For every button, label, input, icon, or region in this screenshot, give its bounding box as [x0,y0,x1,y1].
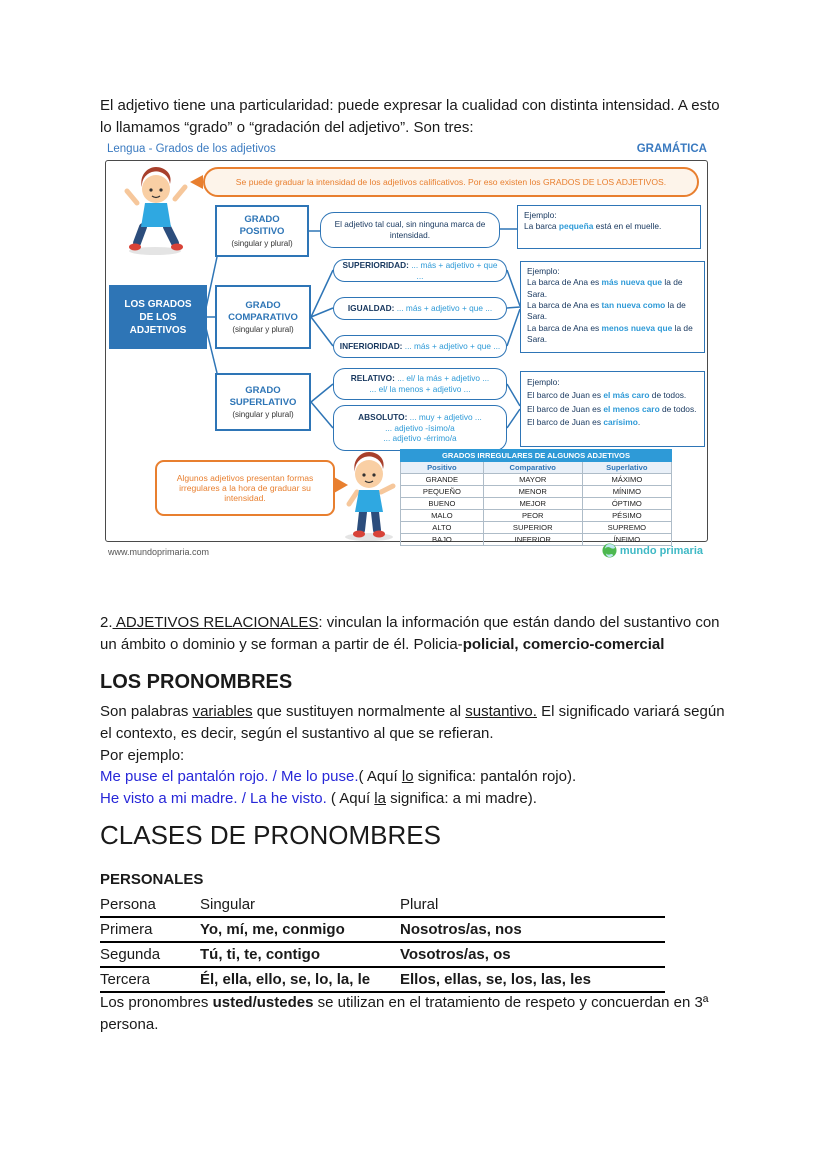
grado-comparativo-box [215,285,311,349]
grade-title: GRADO [245,385,281,397]
infographic-footer-url: www.mundoprimaria.com [108,547,210,557]
example-line: La barca pequeña está en el muelle. [524,221,662,232]
bottom-speech-bubble: Algunos adjetivos presentan formas irregulares a la hora de graduar su intensidad. [155,460,335,516]
table-cell: ÍNFIMO [582,534,671,546]
table-cell: PÉSIMO [582,510,671,522]
item-number: 2. [100,614,113,631]
table-header: Superlativo [582,462,671,474]
table-cell: PEOR [483,510,582,522]
superlativo-example-box [520,371,705,447]
boy-character-2-icon [337,446,401,542]
table-header: Singular [200,896,256,913]
relativo-pill: RELATIVO: ... el/ la más + adjetivo ... ... el/ la menos + adjetivo ... [333,368,507,400]
logo-text: mundo primaria [619,544,703,557]
intro-paragraph: El adjetivo tiene una particularidad: puede expresar la cualidad con distinta intensidad. A esto lo llamamos “grado” o “gradación del adjetivo”. Son tres: [100,97,720,136]
positivo-description-pill: El adjetivo tal cual, sin ninguna marca de intensidad. [320,212,500,248]
example-label: Ejemplo: [527,266,560,276]
example-line: El barco de Juan es carísimo. [527,417,641,428]
grade-subtitle: (singular y plural) [232,409,294,419]
grados-adjetivos-infographic [105,143,709,563]
table-cell: ALTO [401,522,484,534]
irregular-grades-table [400,449,672,546]
mundo-primaria-logo [602,543,703,558]
grade-title: GRADO [244,214,280,226]
table-cell: Tercera [100,971,151,988]
igualdad-pill: IGUALDAD: ... más + adjetivo + que ... [333,297,507,320]
table-cell: GRANDE [401,474,484,486]
table-cell: PEQUEÑO [401,486,484,498]
example-line: La barca de Ana es menos nueva que la de Sara. [527,322,693,345]
grade-subtitle: (singular y plural) [231,238,293,248]
table-cell: MÁXIMO [582,474,671,486]
table-header: Plural [400,896,439,913]
personales-subheading: PERSONALES [100,871,204,888]
root-box: LOS GRADOS DE LOS ADJETIVOS [109,285,207,349]
positivo-example-box [517,205,701,249]
table-cell: Ellos, ellas, se, los, las, les [400,971,591,988]
table-row [100,943,665,968]
table-cell: Nosotros/as, nos [400,921,522,938]
globe-icon [602,543,617,558]
table-cell: MENOR [483,486,582,498]
boy-character-icon [117,163,201,255]
table-cell: Primera [100,921,153,938]
table-cell: MÍNIMO [582,486,671,498]
table-header: Persona [100,896,156,913]
table-cell: Vosotros/as, os [400,946,511,963]
grade-title-2: SUPERLATIVO [229,396,297,408]
table-row [100,968,665,993]
grade-title-2: POSITIVO [239,225,285,237]
comparativo-example-box [520,261,705,353]
top-speech-bubble: Se puede graduar la intensidad de los adjetivos calificativos. Por eso existen los GRADOS DE LOS ADJETIVOS. [203,167,699,197]
table-cell: BUENO [401,498,484,510]
table-cell: SUPERIOR [483,522,582,534]
clases-heading: CLASES DE PRONOMBRES [100,820,441,850]
example-sentence-blue: Me puse el pantalón rojo. / Me lo puse. [100,768,359,786]
por-ejemplo-label: Por ejemplo: [100,746,185,764]
table-header-row [100,893,665,918]
table-title: GRADOS IRREGULARES DE ALGUNOS ADJETIVOS [401,450,672,462]
grade-title: GRADO [245,300,281,312]
example-sentence-blue: He visto a mi madre. / La he visto. [100,790,327,807]
table-cell: Tú, ti, te, contigo [200,946,320,963]
table-row [100,918,665,943]
pronombres-body: Son palabras variables que sustituyen normalmente al sustantivo. El significado variará según el contexto, es decir, según el sustantivo al que se refieran. Por ejemplo: Me puse el pantalón rojo. / Me lo puse.( Aquí lo significa: pantalón rojo). He visto a mi madre. / La he visto. ( Aquí la significa: a mi madre). [100,703,725,807]
table-cell: ÓPTIMO [582,498,671,510]
grade-subtitle: (singular y plural) [232,324,294,334]
table-cell: SUPREMO [582,522,671,534]
grade-title-2: COMPARATIVO [228,311,298,323]
table-header: Positivo [401,462,484,474]
inferioridad-pill: INFERIORIDAD: ... más + adjetivo + que ... [333,335,507,358]
example-line: El barco de Juan es el más caro de todos. [527,390,687,401]
table-cell: Segunda [100,946,161,963]
table-cell: MEJOR [483,498,582,510]
table-cell: MAYOR [483,474,582,486]
table-cell: INFERIOR [483,534,582,546]
table-cell: Yo, mí, me, conmigo [200,921,345,938]
pronombres-heading: LOS PRONOMBRES [100,671,293,693]
table-header: Comparativo [483,462,582,474]
example-line: La barca de Ana es tan nueva como la de Sara. [527,300,686,322]
example-label: Ejemplo: [527,377,560,387]
table-cell: Él, ella, ello, se, lo, la, le [200,971,371,988]
absoluto-pill: ABSOLUTO: ... muy + adjetivo ... ... adjetivo -ísimo/a ... adjetivo -érrimo/a [333,405,507,451]
example-line: El barco de Juan es el menos caro de todos. [527,403,697,414]
table-cell: MALO [401,510,484,522]
relacionales-title: ADJETIVOS RELACIONALES [112,614,319,631]
personales-table [100,893,665,993]
example-line: La barca de Ana es más nueva que la de Sara. [527,277,683,299]
usted-paragraph: Los pronombres usted/ustedes se utilizan en el tratamiento de respeto y concuerdan en 3ª persona. [100,994,709,1033]
relacionales-paragraph: 2. ADJETIVOS RELACIONALES: vinculan la información que están dando del sustantivo con un ámbito o dominio y se forman a partir de él. Policia-policial, comercio-comercial [100,614,720,653]
infographic-gramatica-label: GRAMÁTICA [636,143,707,155]
example-label: Ejemplo: [524,210,557,220]
superioridad-pill: SUPERIORIDAD: ... más + adjetivo + que ... [333,259,507,282]
infographic-subject-label: Lengua - Grados de los adjetivos [107,143,276,155]
grado-superlativo-box [215,373,311,431]
table-cell: BAJO [401,534,484,546]
grado-positivo-box [215,205,309,257]
